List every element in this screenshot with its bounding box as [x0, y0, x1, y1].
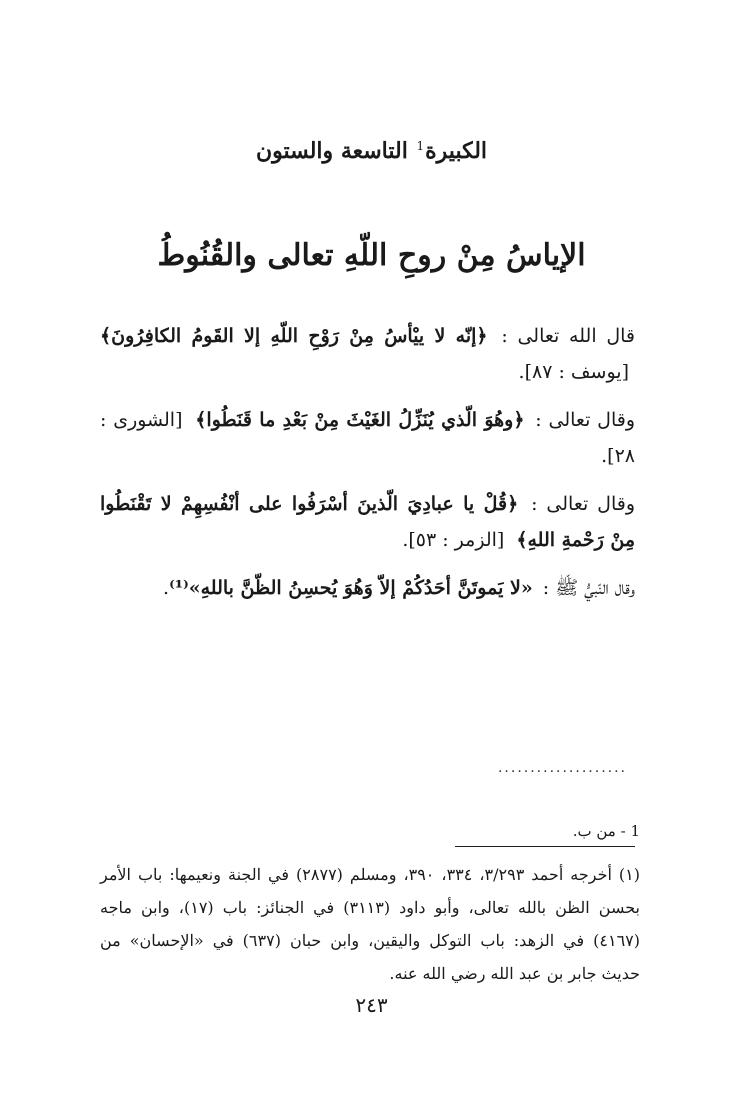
- verse-intro: وقال تعالى :: [535, 409, 635, 431]
- verses-block: [100, 318, 635, 618]
- chapter-title-part2: التاسعة والستون: [255, 138, 408, 164]
- verse-reference: [يوسف : ٨٧].: [518, 361, 629, 383]
- verse-quote: ﴿وهُوَ الّذي يُنَزِّلُ الغَيْثَ مِنْ بَعْدِ ما قَنَطُوا﴾: [195, 409, 525, 431]
- verse-reference: [الشورى : ٢٨].: [100, 409, 635, 467]
- verse-reference: [الزمر : ٥٣].: [402, 529, 505, 551]
- dotted-separator: ....................: [497, 760, 627, 776]
- verse-paragraph: [100, 486, 635, 558]
- margin-note-marker: 1: [416, 138, 425, 153]
- hadith-intro: وقال النّبيُّ ﷺ :: [542, 577, 635, 599]
- footnote-divider: [455, 846, 635, 847]
- footnote: (١) أخرجه أحمد ٣/٢٩٣، ٣٣٤، ٣٩٠، ومسلم (٢٨٧٧) في الجنة ونعيمها: باب الأمر بحسن الظن بالله تعالى، وأبو داود (٣١١٣) في الجنائز: باب (١٧)، وابن ماجه (٤١٦٧) في الزهد: باب التوكل واليقين، وابن حبان (٦٣٧) في «الإحسان» من حديث جابر بن عبد الله رضي الله عنه.: [100, 865, 641, 983]
- verse-intro: وقال تعالى :: [531, 493, 635, 515]
- hadith-end: .: [163, 577, 170, 599]
- verse-quote: ﴿إنّه لا ييْأسُ مِنْ رَوْحِ اللّهِ إلا القَومُ الكافِرُونَ﴾: [100, 325, 488, 347]
- margin-note: 1 - من ب.: [572, 822, 640, 840]
- verse-quote: ﴿قُلْ يا عبادِيَ الّذينَ أسْرَفُوا على أنْفُسِهِمْ لا تَقْنَطُوا مِنْ رَحْمةِ اللهِ﴾: [100, 493, 635, 551]
- chapter-title: [0, 138, 743, 164]
- hadith-paragraph: [100, 570, 635, 606]
- page-number: ٢٤٣: [355, 993, 388, 1017]
- hadith-quote: «لا يَموتَنَّ أحَدُكُمْ إلاّ وَهُوَ يُحسِنُ الظّنَّ باللهِ»⁽¹⁾: [169, 577, 533, 599]
- verse-paragraph: [100, 318, 635, 390]
- verse-paragraph: [100, 402, 635, 474]
- verse-intro: قال الله تعالى :: [501, 325, 636, 347]
- main-heading: الإياسُ مِنْ روحِ اللّهِ تعالى والقُنُوطُ: [157, 238, 586, 273]
- chapter-title-part1: الكبيرة: [425, 138, 488, 164]
